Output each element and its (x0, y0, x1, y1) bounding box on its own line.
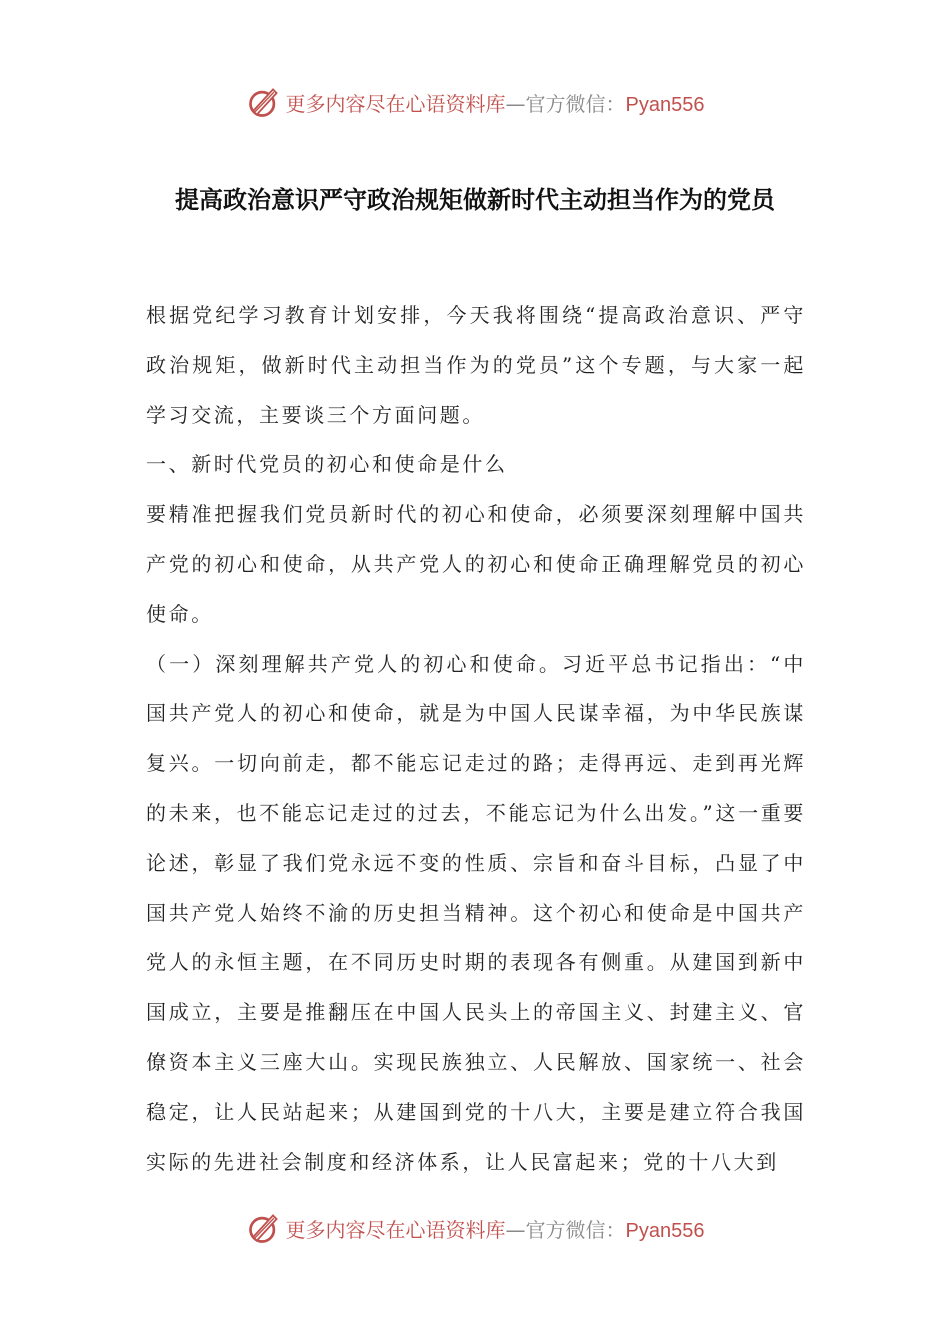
footer-watermark-id: Pyan556 (625, 1219, 705, 1242)
document-body (146, 291, 806, 1187)
footer-watermark-banner (0, 1208, 950, 1248)
paragraph-section-1: 要精准把握我们党员新时代的初心和使命，必须要深刻理解中国共产党的初心和使命，从共产党人的初心和使命正确理解党员的初心使命。 (146, 502, 806, 626)
header-watermark-id: Pyan556 (625, 93, 705, 116)
footer-watermark-text (286, 1214, 705, 1243)
section-heading-1: 一、新时代党员的初心和使命是什么 (146, 452, 508, 477)
header-watermark-text (286, 88, 705, 117)
quill-logo-icon (246, 84, 282, 120)
paragraph-intro: 根据党纪学习教育计划安排，今天我将围绕“提高政治意识、严守政治规矩，做新时代主动担当作为的党员”这个专题，与大家一起学习交流，主要谈三个方面问题。 (146, 303, 806, 427)
footer-watermark-sub: —官方微信： (505, 1217, 626, 1242)
header-watermark-sub: —官方微信： (505, 91, 626, 116)
header-watermark-banner (0, 82, 950, 122)
quill-logo-icon (246, 1210, 282, 1246)
document-title: 提高政治意识严守政治规矩做新时代主动担当作为的党员 (175, 186, 775, 214)
footer-watermark-main: 更多内容尽在心语资料库 (285, 1217, 506, 1242)
header-watermark-main: 更多内容尽在心语资料库 (285, 91, 506, 116)
paragraph-subsection-1: （一）深刻理解共产党人的初心和使命。习近平总书记指出：“中国共产党人的初心和使命，就是为中国人民谋幸福，为中华民族谋复兴。一切向前走，都不能忘记走过的路；走得再远、走到再光辉的未来，也不能忘记走过的过去，不能忘记为什么出发。”这一重要论述，彰显了我们党永远不变的性质、宗旨和奋斗目标，凸显了中国共产党人始终不渝的历史担当精神。这个初心和使命是中国共产党人的永恒主题，在不同历史时期的表现各有侧重。从建国到新中国成立，主要是推翻压在中国人民头上的帝国主义、封建主义、官僚资本主义三座大山。实现民族独立、人民解放、国家统一、社会稳定，让人民站起来；从建国到党的十八大，主要是建立符合我国实际的先进社会制度和经济体系，让人民富起来；党的十八大到 (146, 651, 806, 1174)
